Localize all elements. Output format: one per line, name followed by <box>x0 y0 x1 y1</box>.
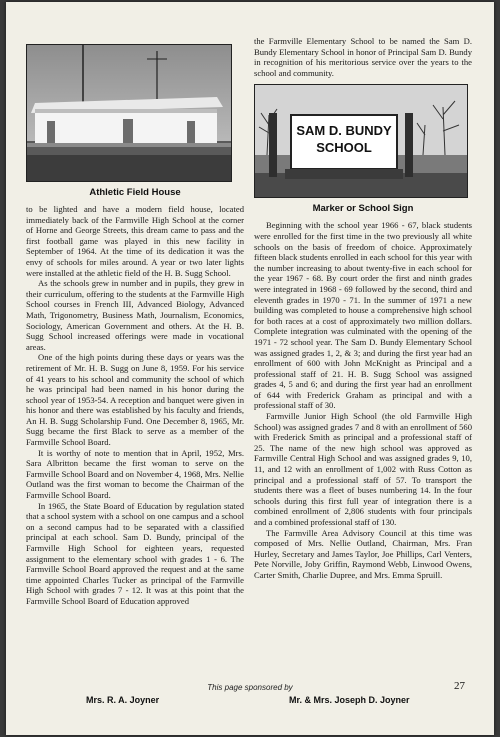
sign-text <box>291 117 397 156</box>
right-intro-paragraph: the Farmville Elementary School to be named the Sam D. Bundy Elementary School in honor of Principal Sam D. Bundy in recognition of his meritorious service over the years to the school and community. <box>254 36 472 78</box>
right-column <box>254 2 472 581</box>
left-paragraph-2: As the schools grew in number and in pupils, they grew in their curriculum, offering to the students at the Farmville High School courses in French III, Advanced Biology, Advanced Math, Trigonometry, Business Math, Journalism, Economics, Sociology, American Government and others. At the H. B. Sugg School increased offerings were made in vocational areas. <box>26 278 244 352</box>
book-page <box>6 2 494 735</box>
right-paragraph-2: Farmville Junior High School (the old Farmville High School) was assigned grades 7 and 8 with an enrollment of 560 with Frederick Smith as principal and a professional staff of 25. The name of the new high school was approved as Farmville Central High School and was assigned grades 9, 10, 11, and 12 with an enrollment of 1,002 with Russ Cotton as principal and a professional staff of 57. To transport the students there was a fleet of buses numbering 14. In the four schools during this first full year of integration there is a combined enrollment of 2,806 students with four principals and a combined professional staff of 130. <box>254 411 472 527</box>
field-house-illustration <box>27 45 231 181</box>
page-number: 27 <box>454 680 465 692</box>
left-paragraph-5: In 1965, the State Board of Education by regulation stated that a school system with a school on one campus and a school on a second campus had to be separated with a classified principal at each school. Sam D. Bundy, principal of the Farmville High School for eighteen years, requested assignment to the elementary school with grades 1 - 6. The Farmville School Board approved the request and at the same time appointed Charles Tucker as principal of the Farmville High School with grades 7 - 12. It was at this point that the Farmville School Board of Education approved <box>26 500 244 606</box>
sign-line-2: SCHOOL <box>316 140 372 156</box>
left-paragraph-3: One of the high points during these days or years was the retirement of Mr. H. B. Sugg on June 8, 1959. For his service of 41 years to his school and community the school of which he was principal had been named in his honor during the school year of 1953-54. A reception and banquet were given in his honor and there was established by his faculty and friends, An H. B. Sugg Scholarship Fund. One December 8, 1965, Mr. Sugg became the first Black to serve as a member of the Farmville School Board. <box>26 352 244 448</box>
sponsor-label: This page sponsored by <box>207 683 293 692</box>
right-paragraph-1: Beginning with the school year 1966 - 67, black students were enrolled for the first time in the two previously all white schools on the basis of freedom of choice. Approximately fifteen black students enrolled in each school for this year with the number increasing to about twenty-five in each school for the year 1967 - 68. By court order the first and ninth grades were integrated in 1968 - 69 followed by the second, third and eleventh grades in 1970 - 71. In the summer of 1971 a new building was completed to house a comprehensive high school for both races at a cost of approximately two million dollars. Complete integration was culminated with the opening of the 1971 - 72 school year. The Sam D. Bundy Elementary School was assigned grades 1, 2, & 3; and during the first year had an enrollment of 600 with John McKnight as Principal and a professional staff of 21. H. B. Sugg School was assigned grades 4, 5 and 6; and during the first year had an enrollment of 644 with Frederick Graham as principal and with a professional staff of 30. <box>254 220 472 411</box>
sponsor-left: Mrs. R. A. Joyner <box>86 695 160 705</box>
right-paragraph-3: The Farmville Area Advisory Council at this time was composed of Mrs. Nellie Outland, Chairman, Mrs. Fran Hurley, Secretary and James Taylor, Joe Phillips, Carl Venters, Pete Norville, Joby Griffin, Raymond Webb, Linwood Owens, Carter Smith, Charlie Dupree, and Mrs. Emma Spruill. <box>254 527 472 580</box>
athletic-field-house-photo <box>26 44 232 182</box>
left-paragraph-4: It is worthy of note to mention that in April, 1952, Mrs. Sara Albritton became the first woman to serve on the Farmville School Board and on November 4, 1968, Mrs. Nellie Outland was the first woman to become the Chairman of the Farmville School Board. <box>26 447 244 501</box>
left-column <box>26 2 244 607</box>
school-sign-photo <box>254 84 468 198</box>
right-body-text <box>254 220 472 580</box>
left-body-text <box>26 204 244 607</box>
sign-line-1: SAM D. BUNDY <box>296 123 392 139</box>
athletic-field-house-caption: Athletic Field House <box>89 187 181 198</box>
sponsor-right: Mr. & Mrs. Joseph D. Joyner <box>289 695 410 705</box>
school-sign-caption: Marker or School Sign <box>312 203 414 215</box>
left-paragraph-1: to be lighted and have a modern field house, located immediately back of the Farmville High School at the corner of Horne and George Streets, this dream came to pass and the first football game was played in this new facility in September of 1964. At the time of its dedication it was the envy of schools for miles around. A year or two later lights were installed at the athletic field of the H. B. Sugg School. <box>26 204 244 278</box>
